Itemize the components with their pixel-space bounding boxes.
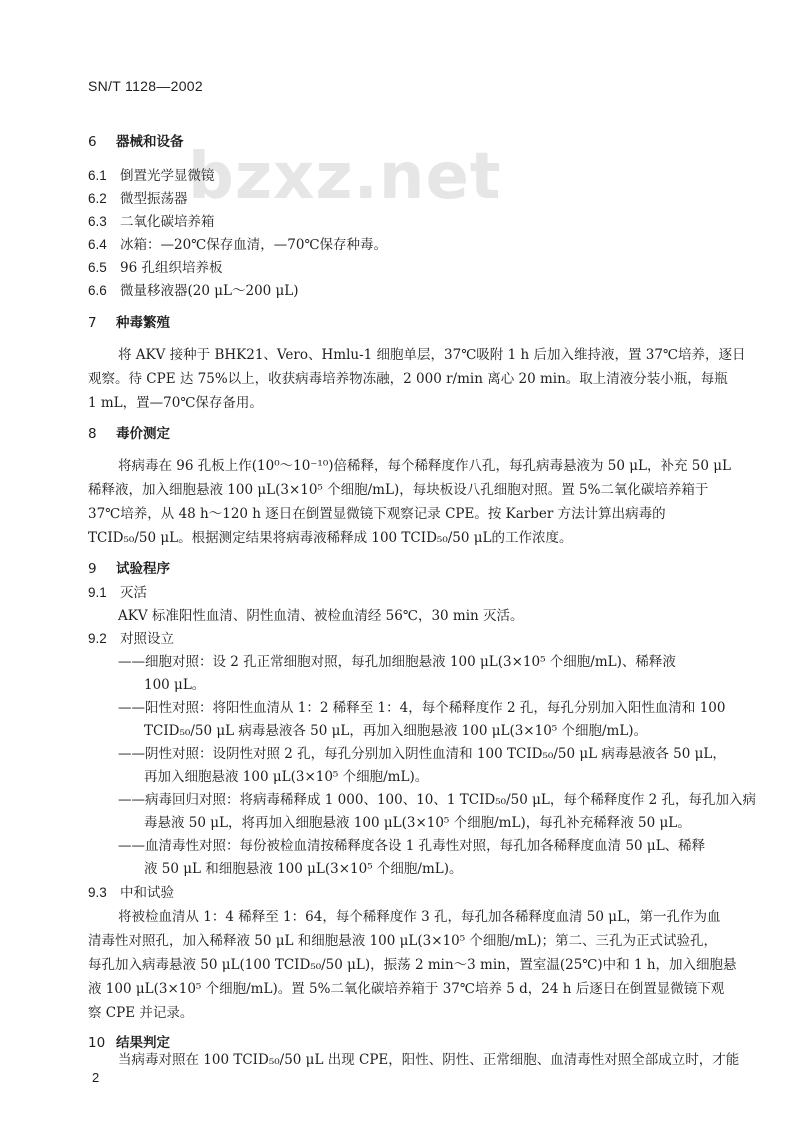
item-6-4: 6.4 冰箱：—20℃保存血清，—70℃保存种毒。 (88, 237, 388, 253)
watermark: bzxz.net (188, 140, 502, 214)
section-6-heading (88, 130, 184, 150)
control-line-5: ——阴性对照：设阴性对照 2 孔，每孔分别加入阴性血清和 100 TCID₅₀/50 μL 病毒悬液各 50 μL， (118, 746, 726, 762)
control-line-2: 100 μL。 (144, 677, 206, 693)
neutralization-line-3: 每孔加入病毒悬液 50 μL(100 TCID₅₀/50 μL)，振荡 2 min～3 min，置室温(25℃)中和 1 h，加入细胞悬 (88, 957, 737, 973)
section-7-heading: 7 种毒繁殖 (88, 315, 170, 331)
item-6-6: 6.6 微量移液器(20 μL～200 μL) (88, 283, 299, 299)
section-7-line-3: 1 mL，置—70℃保存备用。 (88, 395, 263, 411)
section-8-heading: 8 毒价测定 (88, 426, 170, 442)
control-line-8: 毒悬液 50 μL，将再加入细胞悬液 100 μL(3×10⁵ 个细胞/mL)，每孔补充稀释液 50 μL。 (144, 815, 691, 831)
section-number: 6 (88, 134, 97, 150)
section-10-line-1: 当病毒对照在 100 TCID₅₀/50 μL 出现 CPE，阳性、阴性、正常细胞、血清毒性对照全部成立时，才能 (118, 1052, 740, 1068)
section-8-line-2: 稀释液，加入细胞悬液 100 μL(3×10⁵ 个细胞/mL)，每块板设八孔细胞对照。置 5%二氧化碳培养箱于 (88, 482, 709, 498)
section-title: 器械和设备 (116, 134, 184, 150)
section-10-heading: 10 结果判定 (88, 1035, 170, 1051)
section-8-line-1: 将病毒在 96 孔板上作(10⁰～10⁻¹⁰)倍稀释，每个稀释度作八孔，每孔病毒悬液为 50 μL，补充 50 μL (118, 458, 732, 474)
control-line-9: ——血清毒性对照：每份被检血清按稀释度各设 1 孔毒性对照，每孔加各稀释度血清 50 μL、稀释 (118, 838, 706, 854)
section-9-heading: 9 试验程序 (88, 561, 170, 577)
neutralization-line-1: 将被检血清从 1：4 稀释至 1：64，每个稀释度作 3 孔，每孔加各稀释度血清 50 μL，第一孔作为血 (118, 909, 721, 925)
control-line-4: TCID₅₀/50 μL 病毒悬液各 50 μL，再加入细胞悬液 100 μL(3×10⁵ 个细胞/mL)。 (144, 723, 648, 739)
neutralization-line-2: 清毒性对照孔，加入稀释液 50 μL 和细胞悬液 100 μL(3×10⁵ 个细胞/mL)；第二、三孔为正式试验孔， (88, 933, 718, 949)
subsection-9-2-heading: 9.2 对照设立 (88, 631, 174, 647)
section-8-line-4: TCID₅₀/50 μL。根据测定结果将病毒液稀释成 100 TCID₅₀/50 μL的工作浓度。 (88, 530, 573, 546)
control-line-7: ——病毒回归对照：将病毒稀释成 1 000、100、10、1 TCID₅₀/50 μL，每个稀释度作 2 孔，每孔加入病 (118, 792, 757, 808)
section-7-line-1: 将 AKV 接种于 BHK21、Vero、Hmlu-1 细胞单层，37℃吸附 1 h 后加入维持液，置 37℃培养，逐日 (118, 347, 746, 363)
control-line-3: ——阳性对照：将阳性血清从 1：2 稀释至 1：4，每个稀释度作 2 孔，每孔分别加入阳性血清和 100 (118, 700, 726, 716)
neutralization-line-4: 液 100 μL(3×10⁵ 个细胞/mL)。置 5%二氧化碳培养箱于 37℃培养 5 d，24 h 后逐日在倒置显微镜下观 (88, 981, 725, 997)
item-6-5: 6.5 96 孔组织培养板 (88, 260, 223, 276)
item-6-2: 6.2 微型振荡器 (88, 191, 188, 207)
item-6-3: 6.3 二氧化碳培养箱 (88, 214, 215, 230)
item-6-1: 6.1 倒置光学显微镜 (88, 168, 215, 184)
section-7-line-2: 观察。待 CPE 达 75%以上，收获病毒培养物冻融，2 000 r/min 离心 20 min。取上清液分装小瓶，每瓶 (88, 371, 728, 387)
subsection-9-1-heading: 9.1 灭活 (88, 585, 147, 601)
control-line-6: 再加入细胞悬液 100 μL(3×10⁵ 个细胞/mL)。 (144, 769, 429, 785)
neutralization-line-5: 察 CPE 并记录。 (88, 1005, 194, 1021)
control-line-10: 液 50 μL 和细胞悬液 100 μL(3×10⁵ 个细胞/mL)。 (144, 861, 463, 877)
page-number: 2 (92, 1070, 100, 1085)
subsection-9-3-heading: 9.3 中和试验 (88, 885, 174, 901)
control-line-1: ——细胞对照：设 2 孔正常细胞对照，每孔加细胞悬液 100 μL(3×10⁵ 个细胞/mL)、稀释液 (118, 654, 676, 670)
standard-number-header: SN/T 1128—2002 (88, 78, 203, 94)
section-8-line-3: 37℃培养，从 48 h～120 h 逐日在倒置显微镜下观察记录 CPE。按 Karber 方法计算出病毒的 (88, 506, 666, 522)
subsection-9-1-text: AKV 标准阳性血清、阴性血清、被检血清经 56℃，30 min 灭活。 (118, 608, 524, 624)
